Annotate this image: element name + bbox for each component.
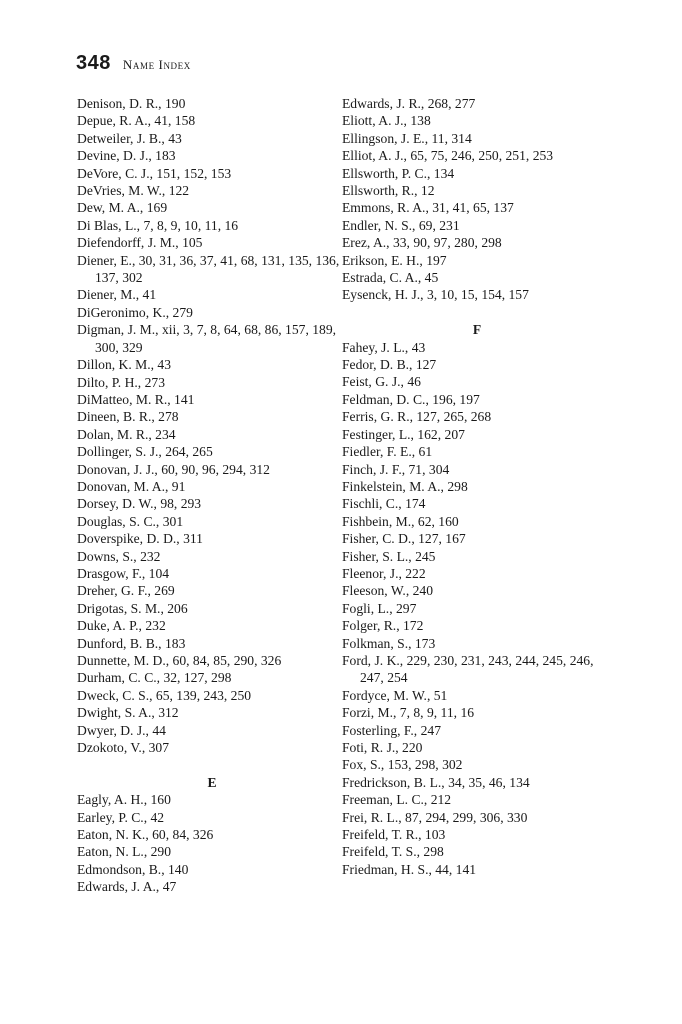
index-entry: Dollinger, S. J., 264, 265 bbox=[77, 444, 213, 460]
index-entry: Dillon, K. M., 43 bbox=[77, 357, 172, 373]
index-entry: Dew, M. A., 169 bbox=[77, 200, 168, 216]
index-entry: Erikson, E. H., 197 bbox=[342, 252, 447, 268]
index-entry: Elliot, A. J., 65, 75, 246, 250, 251, 253 bbox=[342, 148, 554, 164]
index-entry: Friedman, H. S., 44, 141 bbox=[342, 861, 477, 877]
index-entry: Drigotas, S. M., 206 bbox=[77, 600, 188, 616]
index-entry: Fordyce, M. W., 51 bbox=[342, 687, 448, 703]
index-entry: Edmondson, B., 140 bbox=[77, 861, 189, 877]
index-entry: Freifeld, T. S., 298 bbox=[342, 844, 444, 860]
index-entry: Ford, J. K., 229, 230, 231, 243, 244, 245, 246, 247, 254 bbox=[342, 652, 594, 686]
index-entry: DiGeronimo, K., 279 bbox=[77, 304, 193, 320]
index-entry: Dunford, B. B., 183 bbox=[77, 635, 186, 651]
index-entry: Edwards, J. A., 47 bbox=[77, 879, 177, 895]
section-spacer bbox=[77, 756, 347, 773]
index-entry: Feldman, D. C., 196, 197 bbox=[342, 391, 480, 407]
index-entry: Depue, R. A., 41, 158 bbox=[77, 113, 196, 129]
index-entry: Fisher, S. L., 245 bbox=[342, 548, 436, 564]
index-entry: Estrada, C. A., 45 bbox=[342, 270, 439, 286]
index-entry: DeVore, C. J., 151, 152, 153 bbox=[77, 165, 232, 181]
section-spacer bbox=[342, 304, 612, 321]
index-entry: Diener, E., 30, 31, 36, 37, 41, 68, 131, 135, 136, 137, 302 bbox=[77, 252, 340, 286]
index-entry: Donovan, M. A., 91 bbox=[77, 478, 186, 494]
index-entry: Erez, A., 33, 90, 97, 280, 298 bbox=[342, 235, 502, 251]
index-entry: Di Blas, L., 7, 8, 9, 10, 11, 16 bbox=[77, 217, 239, 233]
index-entry: Dolan, M. R., 234 bbox=[77, 426, 176, 442]
index-entry: Fishbein, M., 62, 160 bbox=[342, 513, 459, 529]
index-entry: Digman, J. M., xii, 3, 7, 8, 64, 68, 86, 157, 189, 300, 329 bbox=[77, 322, 337, 355]
index-entry: Dweck, C. S., 65, 139, 243, 250 bbox=[77, 687, 252, 703]
index-entry: Freeman, L. C., 212 bbox=[342, 792, 452, 808]
index-entry: Dreher, G. F., 269 bbox=[77, 583, 175, 599]
index-entry: Fox, S., 153, 298, 302 bbox=[342, 757, 463, 773]
index-entry: Fogli, L., 297 bbox=[342, 600, 417, 616]
index-entry: Edwards, J. R., 268, 277 bbox=[342, 96, 476, 111]
index-entry: Fisher, C. D., 127, 167 bbox=[342, 531, 466, 547]
index-entry: Eliott, A. J., 138 bbox=[342, 113, 431, 129]
page-number: 348 bbox=[76, 52, 111, 74]
letter-section-heading: E bbox=[207, 774, 217, 790]
index-entry: Ellsworth, P. C., 134 bbox=[342, 165, 455, 181]
index-entry: Eaton, N. K., 60, 84, 326 bbox=[77, 827, 214, 843]
index-entry: Festinger, L., 162, 207 bbox=[342, 426, 465, 442]
index-entry: Diefendorff, J. M., 105 bbox=[77, 235, 203, 251]
index-entry: Dunnette, M. D., 60, 84, 85, 290, 326 bbox=[77, 653, 282, 668]
index-entry: Dilto, P. H., 273 bbox=[77, 374, 165, 390]
index-entry: Dorsey, D. W., 98, 293 bbox=[77, 496, 202, 512]
index-entry: Endler, N. S., 69, 231 bbox=[342, 217, 460, 233]
index-entry: Forzi, M., 7, 8, 9, 11, 16 bbox=[342, 705, 475, 721]
index-entry: Devine, D. J., 183 bbox=[77, 148, 176, 164]
index-entry: Ferris, G. R., 127, 265, 268 bbox=[342, 409, 492, 425]
index-entry: Fleenor, J., 222 bbox=[342, 565, 426, 581]
running-head: Name Index bbox=[122, 57, 191, 72]
index-entry: Denison, D. R., 190 bbox=[77, 96, 186, 111]
index-entry: Duke, A. P., 232 bbox=[77, 618, 166, 634]
index-entry: Downs, S., 232 bbox=[77, 548, 161, 564]
index-entry: Fosterling, F., 247 bbox=[342, 722, 441, 738]
page-header bbox=[76, 52, 191, 75]
index-entry: Doverspike, D. D., 311 bbox=[77, 531, 203, 547]
index-entry: Foti, R. J., 220 bbox=[342, 740, 423, 755]
index-entry: Diener, M., 41 bbox=[77, 287, 157, 303]
letter-section-heading: F bbox=[472, 322, 482, 338]
index-entry: Finch, J. F., 71, 304 bbox=[342, 461, 450, 477]
index-entry: Folger, R., 172 bbox=[342, 618, 424, 634]
index-entry: Earley, P. C., 42 bbox=[77, 809, 165, 825]
index-entry: Douglas, S. C., 301 bbox=[77, 513, 184, 529]
index-entry: Eagly, A. H., 160 bbox=[77, 792, 171, 808]
index-entry: DiMatteo, M. R., 141 bbox=[77, 391, 195, 407]
index-entry: DeVries, M. W., 122 bbox=[77, 183, 190, 199]
index-entry: Dwyer, D. J., 44 bbox=[77, 722, 166, 738]
index-entry: Freifeld, T. R., 103 bbox=[342, 827, 446, 843]
index-entry: Dzokoto, V., 307 bbox=[77, 740, 170, 756]
index-entry: Drasgow, F., 104 bbox=[77, 565, 170, 581]
index-entry: Ellsworth, R., 12 bbox=[342, 183, 435, 199]
index-entry: Folkman, S., 173 bbox=[342, 635, 436, 651]
index-entry: Frei, R. L., 87, 294, 299, 306, 330 bbox=[342, 809, 528, 825]
right-index-column bbox=[342, 95, 612, 878]
index-entry: Durham, C. C., 32, 127, 298 bbox=[77, 670, 232, 686]
index-entry: Detweiler, J. B., 43 bbox=[77, 130, 182, 146]
index-entry: Eaton, N. L., 290 bbox=[77, 844, 172, 860]
index-entry: Fleeson, W., 240 bbox=[342, 583, 434, 599]
index-entry: Dineen, B. R., 278 bbox=[77, 409, 179, 425]
index-entry: Fiedler, F. E., 61 bbox=[342, 444, 433, 460]
index-entry: Emmons, R. A., 31, 41, 65, 137 bbox=[342, 200, 514, 216]
index-entry: Fredrickson, B. L., 34, 35, 46, 134 bbox=[342, 774, 530, 790]
index-entry: Fahey, J. L., 43 bbox=[342, 339, 426, 355]
index-entry: Finkelstein, M. A., 298 bbox=[342, 478, 468, 494]
index-entry: Fedor, D. B., 127 bbox=[342, 357, 437, 373]
index-entry: Feist, G. J., 46 bbox=[342, 374, 421, 390]
index-entry: Fischli, C., 174 bbox=[342, 496, 426, 512]
index-entry: Eysenck, H. J., 3, 10, 15, 154, 157 bbox=[342, 287, 529, 303]
left-index-column bbox=[77, 95, 347, 896]
index-entry: Dwight, S. A., 312 bbox=[77, 705, 179, 721]
index-entry: Ellingson, J. E., 11, 314 bbox=[342, 130, 472, 146]
index-entry: Donovan, J. J., 60, 90, 96, 294, 312 bbox=[77, 461, 270, 477]
